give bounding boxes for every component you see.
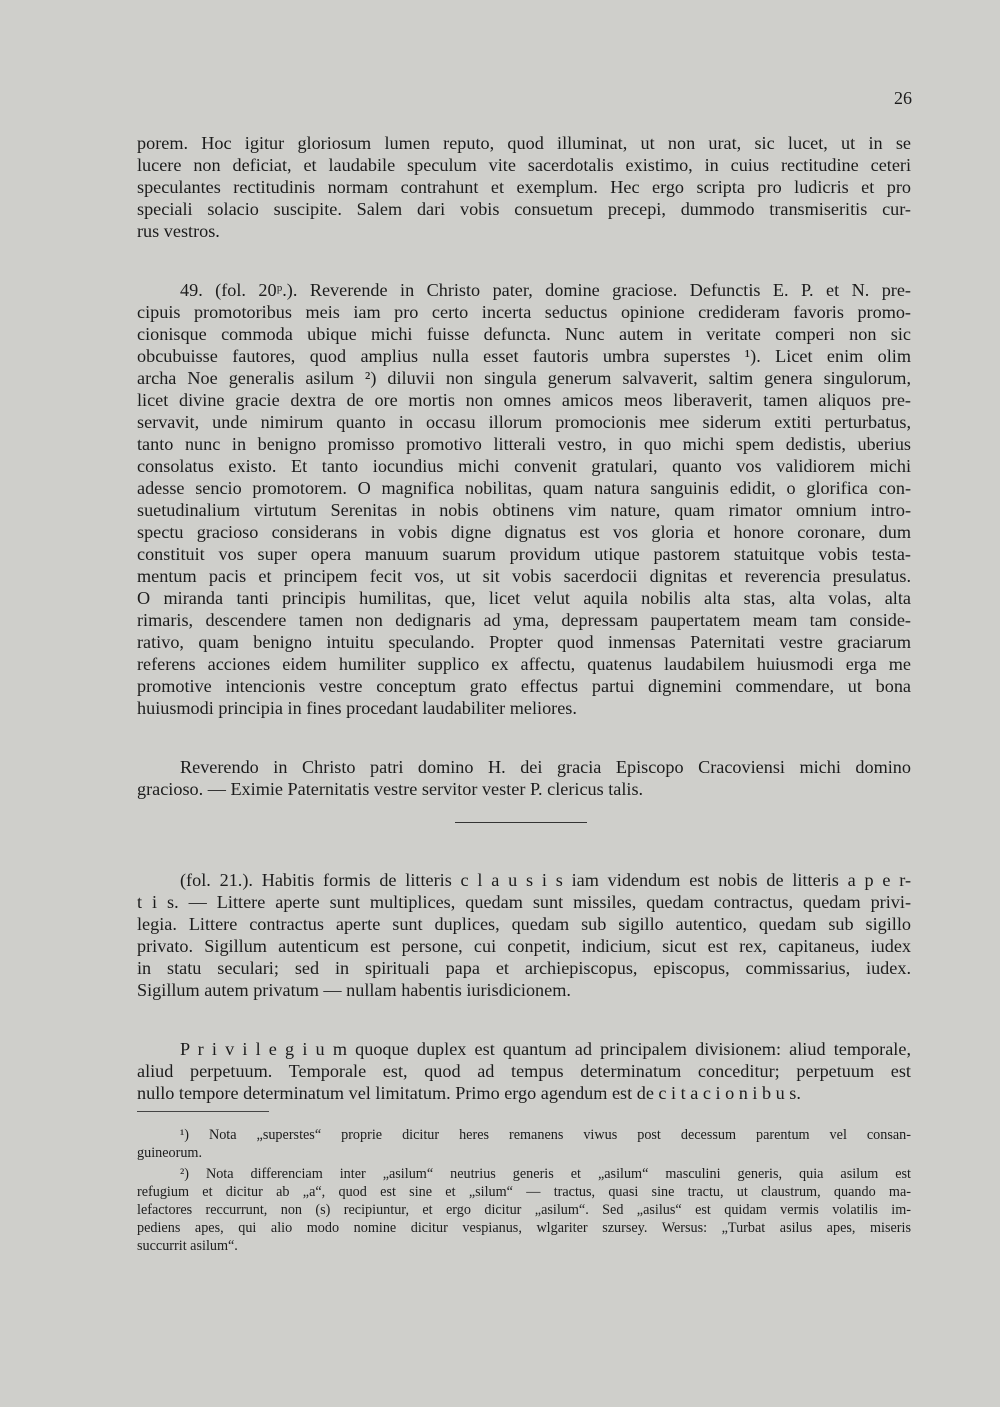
footnote-line: ²) Nota differenciam inter „asilum“ neutrius generis et „asilum“ masculini generis, quia asilum est xyxy=(180,1166,911,1182)
text-line: 49. (fol. 20ᵖ.). Reverende in Christo pater, domine graciose. Defunctis E. P. et N. pre- xyxy=(180,280,911,300)
text-line: rus vestros. xyxy=(137,221,220,241)
footnote-line: succurrit asilum“. xyxy=(137,1238,238,1254)
text-line: Reverendo in Christo patri domino H. dei gracia Episcopo Cracoviensi michi domino xyxy=(180,757,911,777)
text-line: cipuis promotoribus meis iam pro certo incerta seductus opinione credideram favoris promo- xyxy=(137,302,911,322)
text-line: servavit, unde nimirum quanto in occasu illorum promocionis mee siderum extiti perturbatus, xyxy=(137,412,911,432)
text-line: O miranda tanti principis humilitas, que, licet velut aquila nobilis alta stas, alta volas, alta xyxy=(137,588,911,608)
text-line: archa Noe generalis asilum ²) diluvii non singula generum salvaverit, saltim genera singulorum, xyxy=(137,368,911,388)
text-line: cionisque commoda ubique michi fuisse defuncta. Nunc autem in veritate comperi non sic xyxy=(137,324,911,344)
text-line: t i s. — Littere aperte sunt multiplices, quedam sunt missiles, quedam contractus, quedam privi- xyxy=(137,892,911,912)
footnote-line: ¹) Nota „superstes“ proprie dicitur heres remanens viwus post decessum parentum vel consan- xyxy=(180,1127,911,1143)
text-line: in statu seculari; sed in spirituali papa et archiepiscopus, episcopus, commissarius, iudex. xyxy=(137,958,911,978)
text-line: speculantes rectitudinis normam contrahunt et exemplum. Hec ergo scripta pro ludicris et pro xyxy=(137,177,911,197)
footnote-line: guineorum. xyxy=(137,1145,203,1161)
text-line: P r i v i l e g i u m quoque duplex est quantum ad principalem divisionem: aliud temporale, xyxy=(180,1039,911,1059)
text-line: Sigillum autem privatum — nullam habentis iurisdicionem. xyxy=(137,980,571,1000)
page-number: 26 xyxy=(894,88,912,108)
text-line: rativo, quam benigno intuitu speculando. Propter quod inmensas Paternitati vestre graciarum xyxy=(137,632,911,652)
text-line: consolatus existo. Et tanto iocundius michi convenit gratulari, quanto vos validiorem michi xyxy=(137,456,911,476)
text-line: obcubuisse fautores, quod amplius nulla esset fautoris umbra superstes ¹). Licet enim olim xyxy=(137,346,911,366)
text-line: suetudinalium virtutum Serenitas in nobis obtinens vim nature, quam rimator omnium intro- xyxy=(137,500,911,520)
footnote-line: refugium et dicitur ab „a“, quod est sine et „silum“ — tractus, quasi sine tractu, ut claustrum, quando ma- xyxy=(137,1184,911,1200)
text-line: legia. Littere contractus aperte sunt duplices, quedam sub sigillo autentico, quedam sub sigillo xyxy=(137,914,911,934)
text-line: (fol. 21.). Habitis formis de litteris c l a u s i s iam videndum est nobis de litteris a p e r- xyxy=(180,870,911,890)
text-line: privato. Sigillum autenticum est persone, cui conpetit, indicium, sicut est rex, capitaneus, iudex xyxy=(137,936,911,956)
footnote-line: lefactores reccurrunt, non (s) recipiuntur, et ergo dicitur „asilum“. Sed „asilus“ est quidam vermis volatilis im- xyxy=(137,1202,911,1218)
text-line: lucere non deficiat, et laudabile speculum vite sacerdotalis existimo, in cuius rectitudine ceteri xyxy=(137,155,911,175)
text-line: porem. Hoc igitur gloriosum lumen reputo, quod illuminat, ut non urat, sic lucet, ut in se xyxy=(137,133,911,153)
text-line: huiusmodi principia in fines procedant laudabiliter meliores. xyxy=(137,698,577,718)
text-line: constituit vos super opera manuum suarum providum utique pastorem statuitque vobis testa- xyxy=(137,544,911,564)
text-line: aliud perpetuum. Temporale est, quod ad tempus determinatum conceditur; perpetuum est xyxy=(137,1061,911,1081)
text-line: licet divine gracie dextra de ore mortis non omnes amicos meos liberaverit, tamen aliquos pre- xyxy=(137,390,911,410)
text-line: nullo tempore determinatum vel limitatum. Primo ergo agendum est de c i t a c i o n i b u s. xyxy=(137,1083,801,1103)
text-line: tanto nunc in benigno promisso promotivo litterali vestro, in quo michi spem dedistis, uberius xyxy=(137,434,911,454)
footnote-separator xyxy=(137,1111,269,1112)
text-line: adesse sencio promotorem. O magnifica nobilitas, quam natura sanguinis edidit, o glorifica con- xyxy=(137,478,911,498)
text-line: gracioso. — Eximie Paternitatis vestre servitor vester P. clericus talis. xyxy=(137,779,644,799)
text-line: speciali solacio suscipite. Salem dari vobis consuetum precepi, dummodo transmiseritis cur- xyxy=(137,199,911,219)
text-line: spectu gracioso considerans in vobis digne dignatus est vos gloria et honore coronare, dum xyxy=(137,522,911,542)
text-line: referens acciones eidem humiliter supplico ex affectu, quatenus laudabilem huiusmodi erga me xyxy=(137,654,911,674)
text-line: rimaris, descendere tamen non dedignaris ad yma, depressam paupertatem meam tam conside- xyxy=(137,610,911,630)
text-line: promotive intencionis vestre conceptum grato effectus partui dignemini commendare, ut bona xyxy=(137,676,911,696)
footnote-line: pediens apes, qui alio modo nomine dicitur vespianus, wlgariter szursey. Wersus: „Turbat asilus apes, miseris xyxy=(137,1220,911,1236)
text-line: mentum pacis et principem fecit vos, ut sit vobis sacerdocii dignitas et reverencia presulatus. xyxy=(137,566,911,586)
section-divider xyxy=(455,822,587,823)
